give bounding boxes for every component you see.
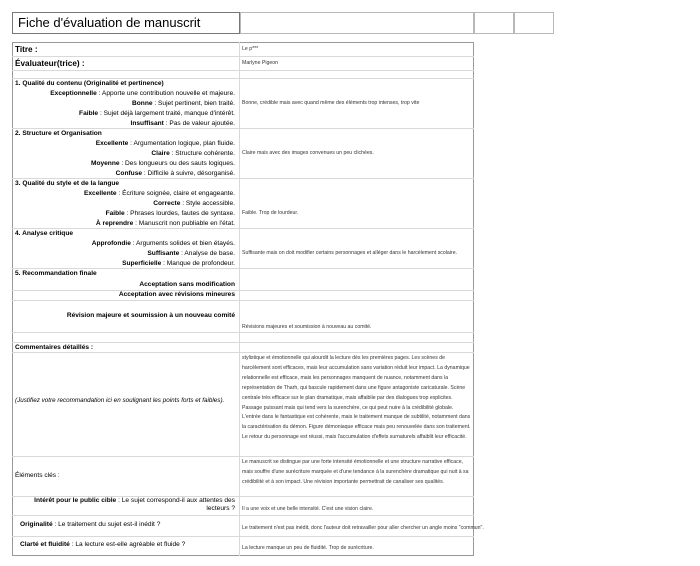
criterion-row: [84, 190, 235, 198]
recommendation-option: Révision majeure et soumission à un nouveau comité: [66, 312, 235, 319]
originality-row: [20, 521, 160, 529]
criterion-level: Insuffisant: [130, 120, 164, 127]
originality-label: Originalité: [20, 521, 53, 528]
criterion-desc: : Structure cohérente.: [169, 150, 235, 157]
interest-desc: : Le sujet correspond-il aux attentes des lecteurs ?: [116, 497, 235, 513]
criterion-desc: : Argumentation logique, plan fluide.: [128, 140, 235, 147]
criterion-row: [50, 90, 235, 98]
criterion-row: [79, 110, 235, 118]
criterion-level: Exceptionnelle: [50, 90, 97, 97]
title-label: Titre :: [15, 45, 38, 54]
criterion-row: [122, 260, 235, 268]
criterion-level: Excellente: [95, 140, 129, 147]
clarity-desc: : La lecture est-elle agréable et fluide ?: [69, 541, 186, 548]
criterion-row: [116, 170, 235, 178]
section-answer: Bonne, crédible mais avec quand même des éléments trop intenses, trop vite: [242, 100, 420, 106]
criterion-desc: : Analyse de base.: [179, 250, 235, 257]
criterion-desc: : Des longueurs ou des sauts logiques.: [119, 160, 235, 167]
row-rule: [12, 456, 474, 457]
section-answer: Révisions majeures et soumission à nouveau au comité.: [242, 324, 372, 330]
criterion-desc: : Phrases lourdes, fautes de syntaxe.: [124, 210, 235, 217]
row-rule: [12, 300, 474, 301]
originality-text: Le traitement n'est pas inédit, donc l'auteur doit retravailler pour aller chercher un angle moins "commun".: [242, 525, 484, 531]
section-answer: Suffisante mais on doit modifier certains personnages et alléger dans le harcèlement scolaire.: [242, 250, 458, 256]
criterion-row: [131, 120, 235, 128]
clarity-row: [20, 541, 185, 549]
criterion-row: [91, 160, 235, 168]
criterion-desc: : Sujet déjà largement traité, manque d'intérêt.: [98, 110, 235, 117]
criterion-level: Suffisante: [147, 250, 180, 257]
section-heading: 5. Recommandation finale: [15, 270, 97, 277]
row-rule: [12, 78, 474, 79]
clarity-label: Clarté et fluidité: [20, 541, 70, 548]
recommendation-option: Acceptation avec révisions mineures: [118, 291, 235, 298]
evaluator-value: Marlyne Pigeon: [242, 60, 279, 66]
row-rule: [12, 332, 474, 333]
criterion-level: Approfondie: [91, 240, 131, 247]
criterion-row: [153, 200, 235, 208]
header-empty-cell: [240, 12, 474, 34]
section-heading: 3. Qualité du style et de la langue: [15, 180, 120, 187]
criterion-row: [96, 220, 235, 228]
row-rule: [12, 228, 474, 229]
criterion-level: Confuse: [115, 170, 143, 177]
criterion-desc: : Arguments solides et bien étayés.: [130, 240, 235, 247]
clarity-text: La lecture manque un peu de fluidité. Trop de surécriture.: [242, 545, 374, 551]
row-rule: [12, 268, 474, 269]
section-heading: 2. Structure et Organisation: [15, 130, 102, 137]
justify-text: stylistique et émotionnelle qui alourdit la lecture dès les premières pages. Les scènes de harcèlement sont efficaces, mais leur accumulation sans variation réduit leur impact. La dynamique relationnelle est efficace, mais les personnages manquent de nuance, notamment dans la représentation de Tharh, qui bascule rapidement dans une figure antagoniste caricaturale. Scène centrale très efficace sur le plan dramatique, mais affaiblie par des dialogues trop explicites. Passage puissant mais qui tend vers la surenchère, ce qui peut nuire à la crédibilité globale. L'entrée dans le fantastique est cohérente, mais le traitement manque de subtilité, notamment dans la caractérisation du démon. Figure démoniaque efficace mais peu renouvelée dans son traitement. Le retour du personnage est réussi, mais l'accumulation d'effets surnaturels affaiblit leur efficacité.: [242, 355, 471, 441]
criterion-desc: : Sujet pertinent, bien traité.: [152, 100, 235, 107]
criterion-row: [147, 250, 235, 258]
criterion-level: Correcte: [153, 200, 181, 207]
interest-row: [25, 497, 235, 513]
header-empty-cell: [474, 12, 514, 34]
criterion-row: [106, 210, 235, 218]
row-rule: [12, 515, 474, 516]
header-empty-cell: [514, 12, 554, 34]
criterion-level: Moyenne: [90, 160, 120, 167]
criterion-desc: : Style accessible.: [180, 200, 235, 207]
title-value: Le p***: [242, 46, 259, 52]
row-rule: [12, 56, 474, 57]
comments-heading: Commentaires détaillés :: [15, 344, 94, 351]
criterion-level: À reprendre: [95, 220, 134, 227]
criterion-level: Bonne: [132, 100, 153, 107]
section-answer: Faible. Trop de lourdeur.: [242, 210, 299, 216]
criterion-row: [132, 100, 235, 108]
criterion-level: Superficielle: [122, 260, 162, 267]
recommendation-option: Acceptation sans modification: [139, 281, 235, 288]
page-title: Fiche d'évaluation de manuscrit: [18, 15, 201, 30]
row-rule: [12, 352, 474, 353]
row-rule: [12, 128, 474, 129]
originality-desc: : Le traitement du sujet est-il inédit ?: [52, 521, 161, 528]
interest-label: Intérêt pour le public cible: [34, 497, 117, 504]
section-answer: Claire mais avec des images convenues un peu clichées.: [242, 150, 374, 156]
criterion-desc: : Difficile à suivre, désorganisé.: [142, 170, 235, 177]
row-rule: [12, 536, 474, 537]
column-divider: [239, 42, 240, 556]
criterion-desc: : Manuscrit non publiable en l'état.: [133, 220, 235, 227]
criterion-level: Excellente: [83, 190, 117, 197]
justify-hint: (Justifiez votre recommandation ici en soulignant les points forts et faibles).: [15, 397, 225, 404]
criterion-level: Claire: [151, 150, 170, 157]
criterion-desc: : Écriture soignée, claire et engageante.: [116, 190, 235, 197]
criterion-row: [92, 240, 235, 248]
row-rule: [12, 342, 474, 343]
section-heading: 4. Analyse critique: [15, 230, 74, 237]
criterion-row: [96, 140, 235, 148]
criterion-row: [151, 150, 235, 158]
row-rule: [12, 290, 474, 291]
criterion-level: Faible: [105, 210, 125, 217]
criterion-desc: : Manque de profondeur.: [161, 260, 235, 267]
criterion-desc: : Apporte une contribution nouvelle et majeure.: [96, 90, 235, 97]
interest-text: Il a une voix et une belle intensité. C'est une vision claire.: [242, 506, 374, 512]
header-title-cell: [12, 12, 240, 34]
row-rule: [12, 178, 474, 179]
evaluator-label: Évaluateur(trice) :: [15, 59, 85, 68]
key-elements-label: Éléments clés :: [15, 472, 60, 479]
row-rule: [12, 70, 474, 71]
section-heading: 1. Qualité du contenu (Originalité et pertinence): [15, 80, 164, 87]
criterion-level: Faible: [79, 110, 99, 117]
key-elements-text: Le manuscrit se distingue par une forte intensité émotionnelle et une structure narrative efficace, mais souffre d'une surécriture marquée et d'une tendance à la surenchère dramatique qui nuit à sa crédibilité et à son impact. Une révision importante permettrait de canaliser ses qualités.: [242, 459, 469, 485]
criterion-desc: : Pas de valeur ajoutée.: [163, 120, 235, 127]
